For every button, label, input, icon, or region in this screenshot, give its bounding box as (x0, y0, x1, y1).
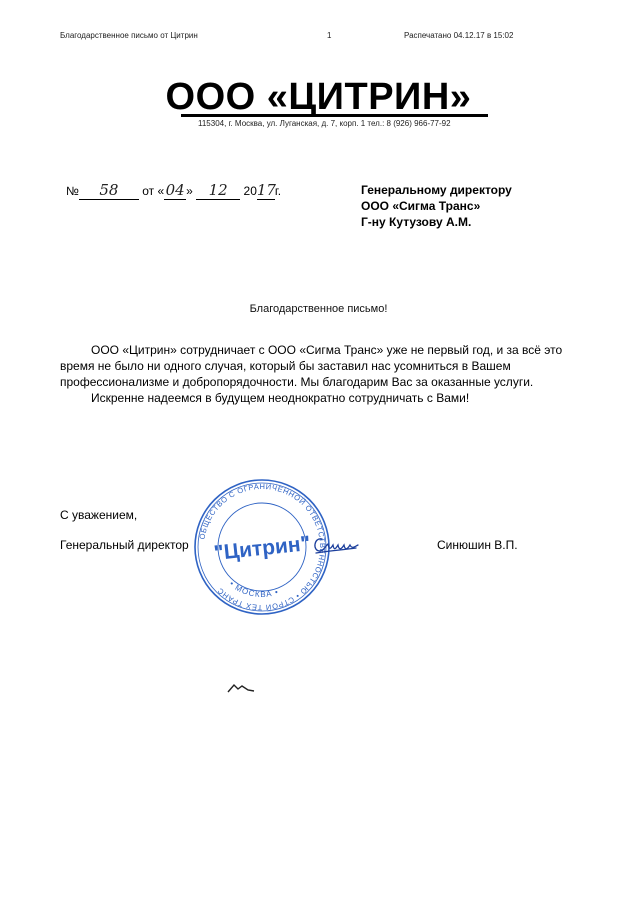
recipient-line-company: ООО «Сигма Транс» (361, 199, 481, 213)
date-month-field (196, 181, 240, 200)
body-paragraph-2: Искренне надеемся в будущем неоднократно сотрудничать с Вами! (91, 391, 470, 405)
date-from-label: от « (142, 184, 165, 198)
number-label: № (66, 184, 79, 198)
date-day-field (164, 181, 186, 200)
print-header-title: Благодарственное письмо от Цитрин (60, 31, 198, 40)
date-day-close: » (186, 184, 193, 198)
recipient-line-title: Генеральному директору (361, 183, 512, 197)
date-year-field (257, 181, 275, 200)
reference-number-field (79, 181, 139, 200)
reference-number: 58 (99, 181, 119, 199)
date-year-suffix: 17 (256, 181, 276, 199)
company-name: ООО «ЦИТРИН» (165, 76, 472, 118)
signer-name: Синюшин В.П. (437, 538, 518, 552)
scan-mark (226, 680, 256, 694)
date-year-label: г. (274, 184, 282, 198)
letterhead-rule (181, 114, 488, 117)
body-paragraph-1: ООО «Цитрин» сотрудничает с ООО «Сигма Транс» уже не первый год, и за всё это время не было ни одного случая, который бы заставил нас усомниться в Вашем профессионализме и добропорядочности. Мы благодарим Вас за оказанные услуги. (60, 343, 563, 389)
stamp-center-text: "Цитрин" (212, 531, 312, 565)
print-header-timestamp: Распечатано 04.12.17 в 15:02 (404, 31, 514, 40)
signer-role: Генеральный директор (60, 538, 189, 552)
reference-line (66, 181, 281, 199)
letter-body (60, 342, 580, 406)
signature-scribble (310, 531, 362, 557)
company-address: 115304, г. Москва, ул. Луганская, д. 7, корп. 1 тел.: 8 (926) 966-77-92 (198, 119, 451, 128)
date-year-prefix: 20 (243, 184, 257, 198)
recipient-block (361, 182, 512, 230)
stamp-ring-text: ОБЩЕСТВО С ОГРАНИЧЕННОЙ ОТВЕТСТВЕННОСТЬЮ • СТРОЙ ТЕХ ТРАНС (197, 481, 328, 613)
date-day: 04 (165, 181, 185, 199)
date-month: 12 (208, 181, 228, 199)
stamp-city-text: • МОСКВА • (227, 579, 281, 600)
print-header-page-number: 1 (327, 31, 332, 40)
letter-subject: Благодарственное письмо! (249, 303, 388, 315)
recipient-line-name: Г-ну Кутузову А.М. (361, 215, 472, 229)
svg-text:• МОСКВА • (228, 579, 280, 599)
closing-regards: С уважением, (60, 508, 138, 522)
